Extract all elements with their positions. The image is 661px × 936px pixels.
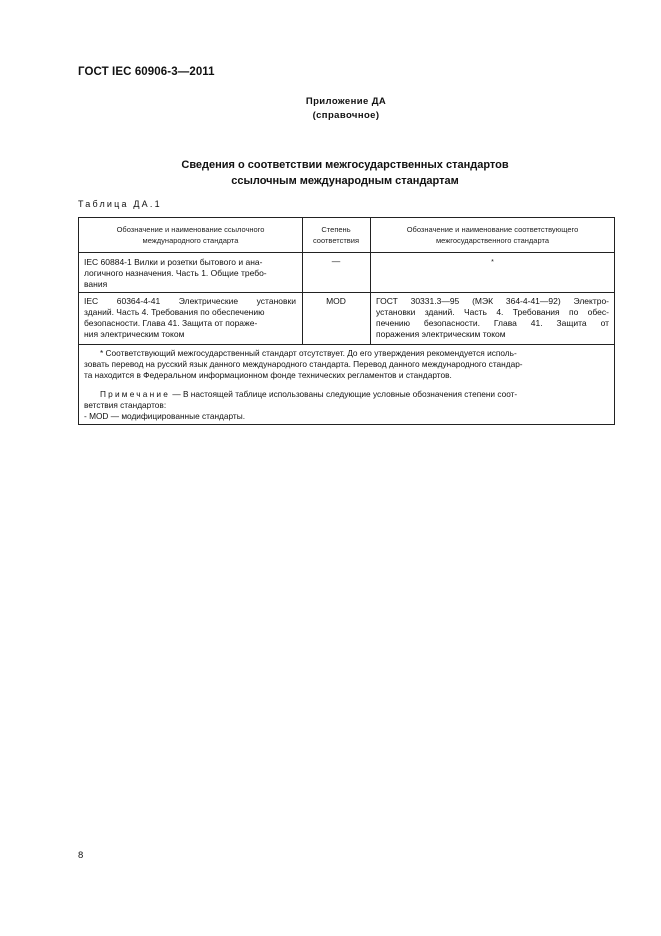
national-cell bbox=[376, 296, 609, 340]
table-footnote bbox=[84, 348, 610, 381]
national-cell: * bbox=[491, 259, 494, 266]
cell-line: установки зданий. Часть 4. Требования по обес- bbox=[376, 307, 609, 317]
cell-line: печению безопасности. Глава 41. Защита от bbox=[376, 318, 609, 328]
appendix-subtitle: (справочное) bbox=[312, 110, 380, 121]
footnote-line: * Соответствующий межгосударственный стандарт отсутствует. До его утверждения рекомендуется исполь- bbox=[100, 348, 517, 358]
header-text: международного стандарта bbox=[142, 236, 239, 245]
note-line: - MOD — модифицированные стандарты. bbox=[84, 411, 246, 421]
page-number: 8 bbox=[78, 850, 84, 861]
degree-cell: — bbox=[331, 256, 341, 266]
header-national-standard bbox=[370, 224, 615, 246]
cell-line: поражения электрическим током bbox=[376, 329, 506, 339]
cell-line: логичного назначения. Часть 1. Общие требо- bbox=[84, 268, 267, 278]
note-line: — В настоящей таблице использованы следующие условные обозначения степени соот- bbox=[170, 389, 518, 399]
table-row-divider bbox=[79, 292, 614, 293]
table-footer-divider bbox=[79, 344, 614, 345]
correspondence-table bbox=[78, 217, 615, 425]
header-degree bbox=[302, 224, 370, 246]
header-text: соответствия bbox=[312, 236, 360, 245]
header-text: Обозначение и наименование соответствующего bbox=[406, 225, 579, 234]
table-header-divider bbox=[79, 252, 614, 253]
cell-line: зданий. Часть 4. Требования по обеспечению bbox=[84, 307, 265, 317]
footnote-line: зовать перевод на русский язык данного международного стандарта. Перевод данного международного стандар- bbox=[84, 359, 523, 369]
note-first-line bbox=[84, 389, 610, 400]
degree-cell: MOD bbox=[326, 296, 346, 306]
note-label: Примечание bbox=[100, 389, 171, 399]
table-label: Таблица ДА.1 bbox=[78, 199, 162, 209]
section-title-line-2: ссылочным международным стандартам bbox=[231, 175, 459, 187]
table-row bbox=[84, 296, 296, 340]
cell-line: безопасности. Глава 41. Защита от пораже- bbox=[84, 318, 258, 328]
appendix-title: Приложение ДА bbox=[305, 96, 387, 107]
cell-line: IEC 60884-1 Вилки и розетки бытового и ана- bbox=[84, 257, 263, 267]
cell-line: вания bbox=[84, 279, 108, 289]
footnote-line: та находится в Федеральном информационном фонде технических регламентов и стандартов. bbox=[84, 370, 452, 380]
header-text: межгосударственного стандарта bbox=[436, 236, 549, 245]
cell-line: ГОСТ 30331.3—95 (МЭК 364-4-41—92) Электро- bbox=[376, 296, 609, 306]
section-title-line-1: Сведения о соответствии межгосударственных стандартов bbox=[181, 159, 509, 171]
document-code: ГОСТ IEC 60906-3—2011 bbox=[78, 66, 215, 78]
header-text: Обозначение и наименование ссылочного bbox=[116, 225, 265, 234]
table-row bbox=[84, 257, 296, 290]
header-text: Степень bbox=[321, 225, 351, 234]
cell-line: ния электрическим током bbox=[84, 329, 185, 339]
cell-line: IEC 60364-4-41 Электрические установки bbox=[84, 296, 296, 306]
table-note bbox=[84, 389, 610, 422]
header-reference-standard bbox=[79, 224, 302, 246]
note-line: ветствия стандартов: bbox=[84, 400, 167, 410]
